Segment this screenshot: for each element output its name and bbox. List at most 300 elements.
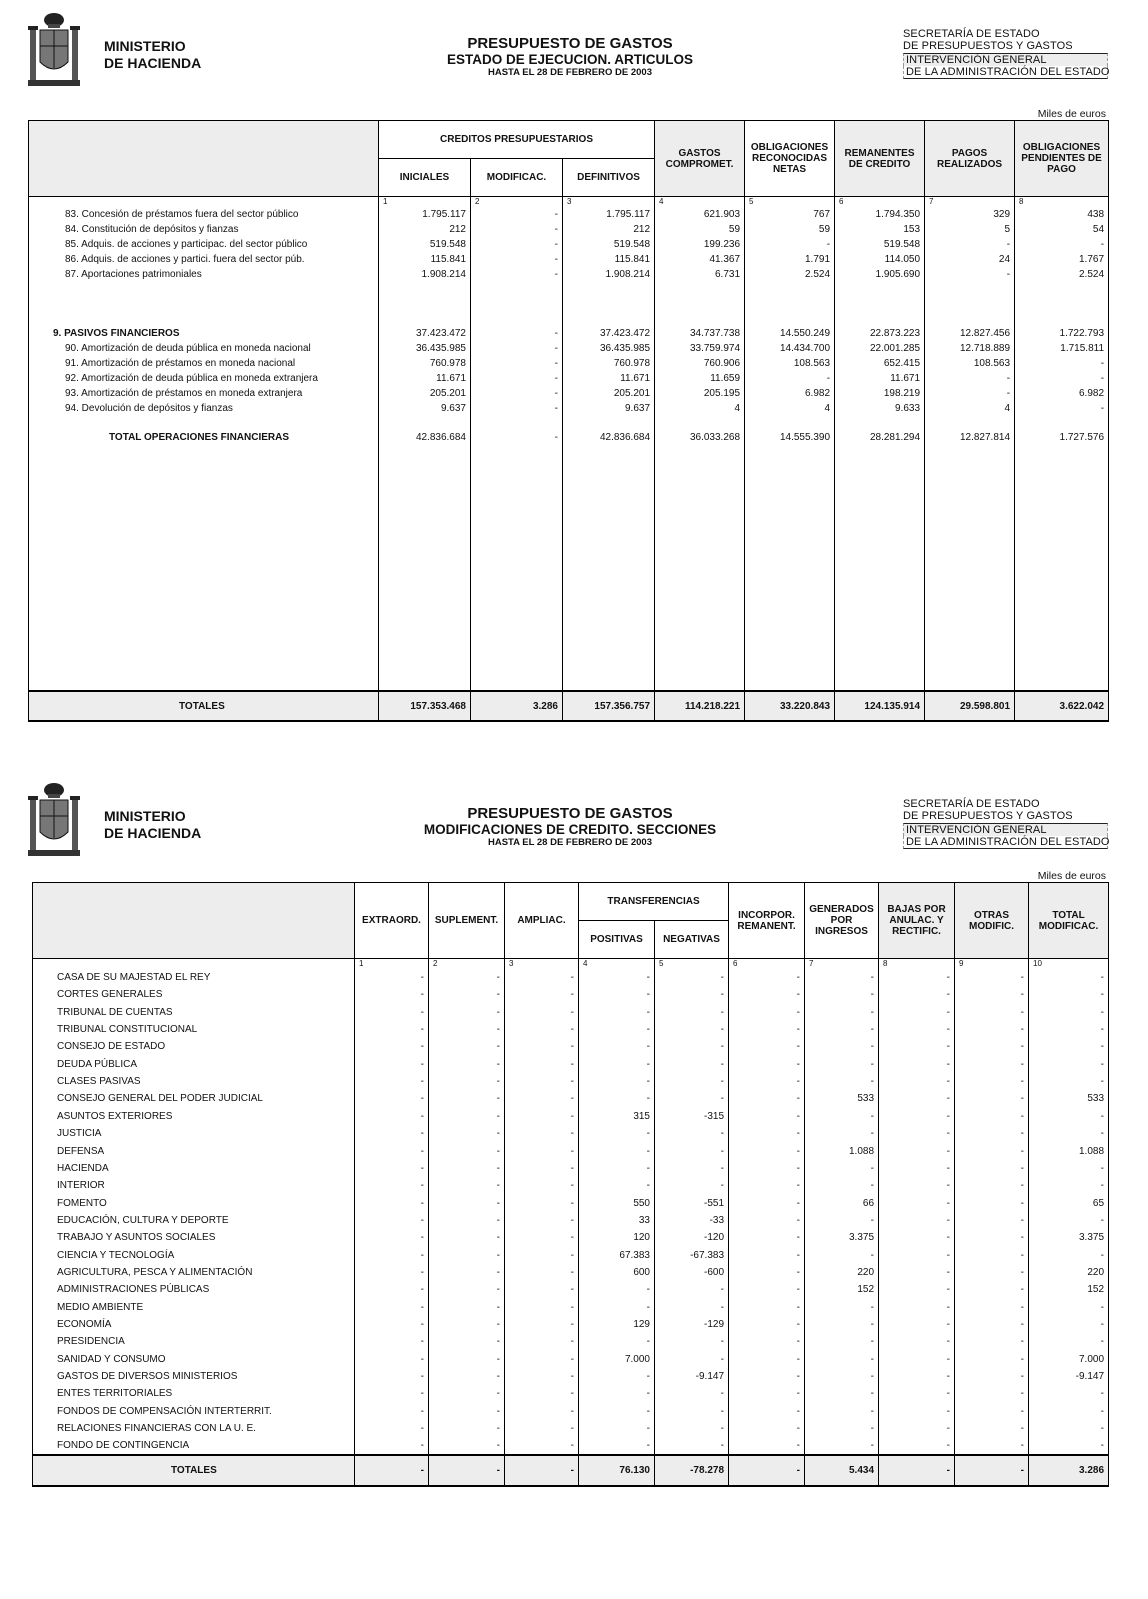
value-cell: - bbox=[471, 237, 563, 252]
value-cell: 1.088 bbox=[805, 1142, 879, 1159]
total-value: 76.130 bbox=[579, 1455, 655, 1486]
column-index: 3 bbox=[563, 197, 655, 207]
table-row bbox=[33, 1125, 1109, 1142]
value-cell: - bbox=[505, 1264, 579, 1281]
value-cell: - bbox=[429, 1350, 505, 1367]
pendientes-header: OBLIGACIONES PENDIENTES DE PAGO bbox=[1015, 121, 1109, 197]
value-cell: - bbox=[729, 1142, 805, 1159]
value-cell: - bbox=[655, 986, 729, 1003]
section-label: FOMENTO bbox=[33, 1194, 355, 1211]
value-cell: 22.873.223 bbox=[835, 326, 925, 341]
value-cell: - bbox=[505, 969, 579, 986]
value-cell: 66 bbox=[805, 1194, 879, 1211]
table-row bbox=[33, 1402, 1109, 1419]
value-cell: - bbox=[355, 1194, 429, 1211]
section-label: INTERIOR bbox=[33, 1177, 355, 1194]
value-cell: - bbox=[355, 1160, 429, 1177]
value-cell: - bbox=[1015, 356, 1109, 371]
value-cell: - bbox=[729, 1108, 805, 1125]
value-cell: - bbox=[471, 222, 563, 237]
total-value: 157.356.757 bbox=[563, 691, 655, 721]
value-cell: 767 bbox=[745, 207, 835, 222]
empty-cell bbox=[835, 416, 925, 430]
value-cell: 6.982 bbox=[1015, 386, 1109, 401]
value-cell: 519.548 bbox=[835, 237, 925, 252]
coat-of-arms-logo bbox=[28, 780, 80, 860]
value-cell: - bbox=[655, 1004, 729, 1021]
coat-of-arms-logo bbox=[28, 10, 80, 90]
ministry-line-1: MINISTERIO bbox=[104, 808, 186, 824]
value-cell: 41.367 bbox=[655, 252, 745, 267]
value-cell: - bbox=[879, 1333, 955, 1350]
value-cell: 760.906 bbox=[655, 356, 745, 371]
value-cell: - bbox=[955, 1090, 1029, 1107]
section-label: HACIENDA bbox=[33, 1160, 355, 1177]
value-cell: - bbox=[879, 1350, 955, 1367]
value-cell: - bbox=[805, 969, 879, 986]
spacer-row bbox=[29, 416, 1109, 430]
value-cell: 760.978 bbox=[563, 356, 655, 371]
value-cell: - bbox=[429, 1021, 505, 1038]
value-cell: - bbox=[805, 1368, 879, 1385]
value-cell: - bbox=[805, 1056, 879, 1073]
value-cell: - bbox=[355, 1090, 429, 1107]
value-cell: 533 bbox=[1029, 1090, 1109, 1107]
value-cell: - bbox=[355, 1368, 429, 1385]
value-cell: - bbox=[355, 1264, 429, 1281]
empty-cell bbox=[745, 282, 835, 326]
value-cell: 114.050 bbox=[835, 252, 925, 267]
value-cell: - bbox=[879, 1073, 955, 1090]
row-label: 93. Amortización de préstamos en moneda extranjera bbox=[29, 386, 379, 401]
value-cell: - bbox=[805, 1004, 879, 1021]
value-cell: - bbox=[355, 1298, 429, 1315]
total-value: 114.218.221 bbox=[655, 691, 745, 721]
value-cell: - bbox=[805, 1333, 879, 1350]
value-cell: - bbox=[655, 1090, 729, 1107]
value-cell: 212 bbox=[563, 222, 655, 237]
value-cell: - bbox=[429, 1108, 505, 1125]
value-cell: 2.524 bbox=[745, 267, 835, 282]
positivas-header: POSITIVAS bbox=[579, 921, 655, 959]
value-cell: 36.435.985 bbox=[379, 341, 471, 356]
remanentes-header: REMANENTES DE CREDITO bbox=[835, 121, 925, 197]
value-cell: - bbox=[355, 1281, 429, 1298]
row-label: 9. PASIVOS FINANCIEROS bbox=[29, 326, 379, 341]
empty-cell bbox=[925, 282, 1015, 326]
table-row bbox=[29, 207, 1109, 222]
value-cell: - bbox=[729, 1004, 805, 1021]
value-cell: - bbox=[879, 1125, 955, 1142]
value-cell: - bbox=[805, 1246, 879, 1263]
value-cell: - bbox=[745, 237, 835, 252]
section-label: CONSEJO GENERAL DEL PODER JUDICIAL bbox=[33, 1090, 355, 1107]
table-row bbox=[33, 1385, 1109, 1402]
value-cell: 1.794.350 bbox=[835, 207, 925, 222]
value-cell: - bbox=[579, 1021, 655, 1038]
value-cell: - bbox=[505, 1125, 579, 1142]
report-title: PRESUPUESTO DE GASTOS bbox=[467, 35, 673, 52]
total-value: 3.286 bbox=[1029, 1455, 1109, 1486]
value-cell: 7.000 bbox=[1029, 1350, 1109, 1367]
value-cell: - bbox=[355, 1056, 429, 1073]
value-cell: - bbox=[879, 1004, 955, 1021]
value-cell: -551 bbox=[655, 1194, 729, 1211]
value-cell: - bbox=[1029, 1333, 1109, 1350]
page-1 bbox=[0, 0, 1148, 770]
table-row bbox=[29, 371, 1109, 386]
value-cell: - bbox=[1029, 1298, 1109, 1315]
value-cell: -315 bbox=[655, 1108, 729, 1125]
value-cell: 42.836.684 bbox=[563, 430, 655, 445]
value-cell: - bbox=[505, 1194, 579, 1211]
table-row bbox=[33, 1177, 1109, 1194]
empty-cell bbox=[835, 282, 925, 326]
value-cell: - bbox=[579, 1073, 655, 1090]
value-cell: - bbox=[579, 1142, 655, 1159]
value-cell: -33 bbox=[655, 1212, 729, 1229]
value-cell: 3.375 bbox=[805, 1229, 879, 1246]
value-cell: - bbox=[579, 1177, 655, 1194]
value-cell: -129 bbox=[655, 1316, 729, 1333]
row-label: 85. Adquis. de acciones y participac. del sector público bbox=[29, 237, 379, 252]
totals-label: TOTALES bbox=[33, 1455, 355, 1486]
secretaria-line-2: DE PRESUPUESTOS Y GASTOS bbox=[903, 40, 1073, 52]
value-cell: - bbox=[805, 1316, 879, 1333]
value-cell: - bbox=[955, 1368, 1029, 1385]
value-cell: - bbox=[879, 1229, 955, 1246]
value-cell: - bbox=[429, 1212, 505, 1229]
value-cell: 33 bbox=[579, 1212, 655, 1229]
table-row bbox=[33, 1142, 1109, 1159]
value-cell: - bbox=[505, 1437, 579, 1454]
report-title-block bbox=[360, 36, 780, 79]
value-cell: - bbox=[1029, 1108, 1109, 1125]
value-cell: - bbox=[729, 1246, 805, 1263]
value-cell: - bbox=[471, 207, 563, 222]
totals-row bbox=[29, 691, 1109, 721]
total-value: - bbox=[355, 1455, 429, 1486]
value-cell: - bbox=[429, 1298, 505, 1315]
value-cell: - bbox=[879, 1090, 955, 1107]
transferencias-header: TRANSFERENCIAS bbox=[579, 883, 729, 921]
column-index: 9 bbox=[955, 959, 1029, 969]
empty-cell bbox=[379, 282, 471, 326]
value-cell: 28.281.294 bbox=[835, 430, 925, 445]
empty-cell bbox=[835, 445, 925, 692]
value-cell: - bbox=[579, 1368, 655, 1385]
value-cell: - bbox=[505, 1333, 579, 1350]
value-cell: - bbox=[505, 1160, 579, 1177]
value-cell: - bbox=[879, 1021, 955, 1038]
table-row bbox=[33, 1316, 1109, 1333]
value-cell: - bbox=[579, 1056, 655, 1073]
value-cell: - bbox=[745, 371, 835, 386]
report-date: HASTA EL 28 DE FEBRERO DE 2003 bbox=[487, 837, 652, 848]
value-cell: - bbox=[471, 252, 563, 267]
value-cell: - bbox=[729, 1177, 805, 1194]
total-value: - bbox=[505, 1455, 579, 1486]
value-cell: - bbox=[805, 986, 879, 1003]
value-cell: 315 bbox=[579, 1108, 655, 1125]
value-cell: - bbox=[505, 1073, 579, 1090]
value-cell: - bbox=[355, 1125, 429, 1142]
empty-cell bbox=[925, 416, 1015, 430]
section-label: CLASES PASIVAS bbox=[33, 1073, 355, 1090]
empty-cell bbox=[563, 445, 655, 692]
value-cell: - bbox=[505, 1246, 579, 1263]
units-label: Miles de euros bbox=[1037, 108, 1106, 120]
value-cell: - bbox=[925, 371, 1015, 386]
description-header bbox=[33, 883, 355, 959]
value-cell: - bbox=[1029, 1021, 1109, 1038]
value-cell: - bbox=[805, 1108, 879, 1125]
filler-row bbox=[29, 445, 1109, 692]
value-cell: - bbox=[955, 1125, 1029, 1142]
empty-cell bbox=[925, 445, 1015, 692]
value-cell: - bbox=[1029, 1177, 1109, 1194]
incorpor-header: INCORPOR. REMANENT. bbox=[729, 883, 805, 959]
value-cell: - bbox=[655, 1402, 729, 1419]
value-cell: 33.759.974 bbox=[655, 341, 745, 356]
value-cell: - bbox=[729, 1264, 805, 1281]
value-cell: - bbox=[1029, 1160, 1109, 1177]
value-cell: - bbox=[505, 1420, 579, 1437]
value-cell: - bbox=[1029, 1004, 1109, 1021]
section-label: TRIBUNAL DE CUENTAS bbox=[33, 1004, 355, 1021]
table-row bbox=[33, 1194, 1109, 1211]
section-label: ASUNTOS EXTERIORES bbox=[33, 1108, 355, 1125]
value-cell: 1.905.690 bbox=[835, 267, 925, 282]
value-cell: - bbox=[505, 1108, 579, 1125]
table-row bbox=[29, 237, 1109, 252]
value-cell: - bbox=[429, 969, 505, 986]
empty-cell bbox=[471, 282, 563, 326]
value-cell: - bbox=[471, 430, 563, 445]
value-cell: - bbox=[1015, 237, 1109, 252]
value-cell: - bbox=[805, 1160, 879, 1177]
value-cell: - bbox=[655, 1420, 729, 1437]
value-cell: 65 bbox=[1029, 1194, 1109, 1211]
page-2 bbox=[0, 770, 1148, 1599]
value-cell: - bbox=[1029, 1038, 1109, 1055]
value-cell: - bbox=[879, 1246, 955, 1263]
obligaciones-header: OBLIGACIONES RECONOCIDAS NETAS bbox=[745, 121, 835, 197]
value-cell: - bbox=[1015, 371, 1109, 386]
secretaria-line-2: DE PRESUPUESTOS Y GASTOS bbox=[903, 810, 1073, 822]
table-row bbox=[33, 1038, 1109, 1055]
section-label: SANIDAD Y CONSUMO bbox=[33, 1350, 355, 1367]
value-cell: - bbox=[955, 1420, 1029, 1437]
value-cell: 36.033.268 bbox=[655, 430, 745, 445]
section-label: RELACIONES FINANCIERAS CON LA U. E. bbox=[33, 1420, 355, 1437]
gastos-header: GASTOS COMPROMET. bbox=[655, 121, 745, 197]
total-header: TOTAL MODIFICAC. bbox=[1029, 883, 1109, 959]
value-cell: - bbox=[429, 1160, 505, 1177]
value-cell: - bbox=[1029, 1437, 1109, 1454]
value-cell: - bbox=[879, 1056, 955, 1073]
value-cell: 5 bbox=[925, 222, 1015, 237]
value-cell: - bbox=[355, 1246, 429, 1263]
column-index: 1 bbox=[379, 197, 471, 207]
value-cell: 115.841 bbox=[563, 252, 655, 267]
value-cell: 59 bbox=[655, 222, 745, 237]
empty-cell bbox=[655, 416, 745, 430]
value-cell: 198.219 bbox=[835, 386, 925, 401]
total-value: 3.622.042 bbox=[1015, 691, 1109, 721]
modifications-table bbox=[32, 882, 1109, 1487]
total-value: - bbox=[955, 1455, 1029, 1486]
value-cell: 533 bbox=[805, 1090, 879, 1107]
value-cell: - bbox=[955, 1177, 1029, 1194]
value-cell: 519.548 bbox=[379, 237, 471, 252]
column-index: 2 bbox=[471, 197, 563, 207]
ministry-name bbox=[104, 808, 201, 842]
value-cell: - bbox=[471, 341, 563, 356]
ampliac-header: AMPLIAC. bbox=[505, 883, 579, 959]
value-cell: - bbox=[925, 386, 1015, 401]
table-row bbox=[33, 1056, 1109, 1073]
value-cell: - bbox=[429, 1281, 505, 1298]
value-cell: - bbox=[729, 1090, 805, 1107]
value-cell: - bbox=[729, 1385, 805, 1402]
page-header bbox=[0, 770, 1148, 880]
value-cell: - bbox=[655, 1038, 729, 1055]
value-cell: - bbox=[805, 1177, 879, 1194]
value-cell: - bbox=[1029, 986, 1109, 1003]
table-row bbox=[29, 356, 1109, 371]
section-label: JUSTICIA bbox=[33, 1125, 355, 1142]
table-row bbox=[29, 386, 1109, 401]
value-cell: - bbox=[505, 1229, 579, 1246]
table-row bbox=[33, 1229, 1109, 1246]
total-value: - bbox=[429, 1455, 505, 1486]
value-cell: 129 bbox=[579, 1316, 655, 1333]
value-cell: - bbox=[729, 1212, 805, 1229]
value-cell: 1.908.214 bbox=[563, 267, 655, 282]
value-cell: - bbox=[729, 1160, 805, 1177]
value-cell: 54 bbox=[1015, 222, 1109, 237]
value-cell: - bbox=[729, 969, 805, 986]
value-cell: - bbox=[879, 1281, 955, 1298]
value-cell: - bbox=[955, 1021, 1029, 1038]
table-row bbox=[33, 1281, 1109, 1298]
empty-cell bbox=[1015, 445, 1109, 692]
value-cell: - bbox=[879, 1298, 955, 1315]
total-value: 3.286 bbox=[471, 691, 563, 721]
value-cell: 1.791 bbox=[745, 252, 835, 267]
value-cell: 7.000 bbox=[579, 1350, 655, 1367]
secretaria-block bbox=[903, 28, 1108, 79]
value-cell: - bbox=[579, 1420, 655, 1437]
section-label: GASTOS DE DIVERSOS MINISTERIOS bbox=[33, 1368, 355, 1385]
value-cell: - bbox=[505, 1177, 579, 1194]
column-index: 8 bbox=[1015, 197, 1109, 207]
empty-cell bbox=[655, 445, 745, 692]
value-cell: - bbox=[355, 1142, 429, 1159]
value-cell: - bbox=[955, 1194, 1029, 1211]
value-cell: 9.637 bbox=[379, 401, 471, 416]
secretaria-line-1: SECRETARÍA DE ESTADO bbox=[903, 28, 1040, 40]
empty-cell bbox=[471, 445, 563, 692]
value-cell: - bbox=[729, 1420, 805, 1437]
ministry-name bbox=[104, 38, 201, 72]
value-cell: - bbox=[355, 1021, 429, 1038]
empty-cell bbox=[471, 416, 563, 430]
table-row bbox=[33, 1264, 1109, 1281]
value-cell: - bbox=[471, 386, 563, 401]
row-label: 92. Amortización de deuda pública en moneda extranjera bbox=[29, 371, 379, 386]
value-cell: - bbox=[729, 1437, 805, 1454]
value-cell: - bbox=[879, 1264, 955, 1281]
value-cell: - bbox=[355, 1350, 429, 1367]
value-cell: - bbox=[655, 1333, 729, 1350]
value-cell: - bbox=[355, 1177, 429, 1194]
value-cell: - bbox=[655, 1021, 729, 1038]
value-cell: - bbox=[729, 1038, 805, 1055]
value-cell: 108.563 bbox=[745, 356, 835, 371]
value-cell: - bbox=[805, 1038, 879, 1055]
value-cell: 11.659 bbox=[655, 371, 745, 386]
value-cell: - bbox=[355, 1437, 429, 1454]
value-cell: - bbox=[505, 1004, 579, 1021]
secretaria-block bbox=[903, 798, 1108, 849]
value-cell: 6.982 bbox=[745, 386, 835, 401]
value-cell: 12.827.456 bbox=[925, 326, 1015, 341]
empty-cell bbox=[379, 445, 471, 692]
value-cell: - bbox=[355, 1212, 429, 1229]
value-cell: - bbox=[955, 1056, 1029, 1073]
value-cell: - bbox=[955, 1402, 1029, 1419]
index-cell bbox=[33, 959, 355, 969]
value-cell: - bbox=[729, 1021, 805, 1038]
value-cell: - bbox=[955, 986, 1029, 1003]
section-label: ADMINISTRACIONES PÚBLICAS bbox=[33, 1281, 355, 1298]
definitivos-header: DEFINITIVOS bbox=[563, 159, 655, 197]
report-subtitle: ESTADO DE EJECUCION. ARTICULOS bbox=[446, 52, 694, 67]
value-cell: - bbox=[955, 1038, 1029, 1055]
value-cell: - bbox=[1015, 401, 1109, 416]
column-index: 4 bbox=[655, 197, 745, 207]
value-cell: 760.978 bbox=[379, 356, 471, 371]
table-row bbox=[29, 341, 1109, 356]
otras-header: OTRAS MODIFIC. bbox=[955, 883, 1029, 959]
value-cell: - bbox=[505, 1056, 579, 1073]
totals-row bbox=[33, 1455, 1109, 1486]
page-header bbox=[0, 0, 1148, 110]
value-cell: 24 bbox=[925, 252, 1015, 267]
value-cell: 14.434.700 bbox=[745, 341, 835, 356]
value-cell: - bbox=[879, 1402, 955, 1419]
table-row bbox=[33, 1090, 1109, 1107]
value-cell: - bbox=[579, 1160, 655, 1177]
value-cell: - bbox=[471, 401, 563, 416]
value-cell: - bbox=[655, 1298, 729, 1315]
row-label: TOTAL OPERACIONES FINANCIERAS bbox=[29, 430, 379, 445]
empty-cell bbox=[29, 282, 379, 326]
value-cell: 36.435.985 bbox=[563, 341, 655, 356]
value-cell: 205.201 bbox=[563, 386, 655, 401]
value-cell: - bbox=[429, 1229, 505, 1246]
section-label: AGRICULTURA, PESCA Y ALIMENTACIÓN bbox=[33, 1264, 355, 1281]
value-cell: 550 bbox=[579, 1194, 655, 1211]
section-label: CASA DE SU MAJESTAD EL REY bbox=[33, 969, 355, 986]
column-index: 7 bbox=[805, 959, 879, 969]
value-cell: 152 bbox=[1029, 1281, 1109, 1298]
value-cell: - bbox=[579, 1125, 655, 1142]
value-cell: - bbox=[655, 1281, 729, 1298]
section-label: ENTES TERRITORIALES bbox=[33, 1385, 355, 1402]
